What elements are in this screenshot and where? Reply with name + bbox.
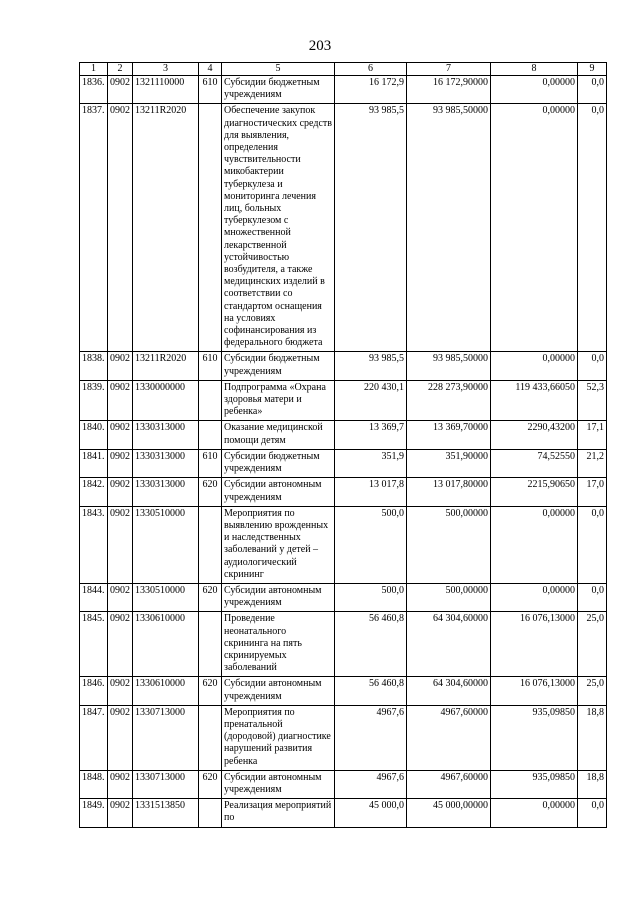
table-row bbox=[80, 380, 607, 421]
section-code-cell: 0902 bbox=[108, 677, 133, 705]
target-article-cell: 1330313000 bbox=[133, 478, 199, 506]
column-header-1: 1 bbox=[80, 63, 108, 76]
execution-percent-cell: 17,1 bbox=[578, 421, 607, 449]
description-cell: Мероприятия по пренатальной (дородовой) диагностике нарушений развития ребенка bbox=[222, 705, 335, 770]
executed-amount-cell: 0,00000 bbox=[491, 799, 578, 827]
description-cell: Субсидии бюджетным учреждениям bbox=[222, 76, 335, 104]
table-row bbox=[80, 421, 607, 449]
description-cell: Мероприятия по выявлению врожденных и наследственных заболеваний у детей – аудиологический скрининг bbox=[222, 506, 335, 583]
column-header-3: 3 bbox=[133, 63, 199, 76]
expense-type-cell bbox=[199, 104, 222, 352]
section-code-cell: 0902 bbox=[108, 76, 133, 104]
target-article-cell: 1330610000 bbox=[133, 612, 199, 677]
planned-amount-cell: 16 172,9 bbox=[335, 76, 407, 104]
description-cell: Субсидии автономным учреждениям bbox=[222, 677, 335, 705]
row-number-cell: 1842. bbox=[80, 478, 108, 506]
execution-percent-cell: 25,0 bbox=[578, 677, 607, 705]
executed-amount-cell: 74,52550 bbox=[491, 449, 578, 477]
description-cell: Реализация мероприятий по bbox=[222, 799, 335, 827]
row-number-cell: 1841. bbox=[80, 449, 108, 477]
refined-amount-cell: 64 304,60000 bbox=[407, 612, 491, 677]
execution-percent-cell: 21,2 bbox=[578, 449, 607, 477]
executed-amount-cell: 0,00000 bbox=[491, 76, 578, 104]
expense-type-cell: 620 bbox=[199, 478, 222, 506]
row-number-cell: 1845. bbox=[80, 612, 108, 677]
table-row bbox=[80, 449, 607, 477]
refined-amount-cell: 93 985,50000 bbox=[407, 104, 491, 352]
expense-type-cell: 620 bbox=[199, 583, 222, 611]
section-code-cell: 0902 bbox=[108, 770, 133, 798]
refined-amount-cell: 4967,60000 bbox=[407, 770, 491, 798]
row-number-cell: 1839. bbox=[80, 380, 108, 421]
target-article-cell: 1330610000 bbox=[133, 677, 199, 705]
expense-type-cell bbox=[199, 705, 222, 770]
target-article-cell: 1330313000 bbox=[133, 449, 199, 477]
planned-amount-cell: 500,0 bbox=[335, 583, 407, 611]
refined-amount-cell: 45 000,00000 bbox=[407, 799, 491, 827]
planned-amount-cell: 45 000,0 bbox=[335, 799, 407, 827]
row-number-cell: 1848. bbox=[80, 770, 108, 798]
execution-percent-cell: 17,0 bbox=[578, 478, 607, 506]
section-code-cell: 0902 bbox=[108, 449, 133, 477]
column-header-5: 5 bbox=[222, 63, 335, 76]
row-number-cell: 1844. bbox=[80, 583, 108, 611]
table-row bbox=[80, 770, 607, 798]
refined-amount-cell: 500,00000 bbox=[407, 583, 491, 611]
description-cell: Проведение неонатального скрининга на пять скринируемых заболеваний bbox=[222, 612, 335, 677]
table-row bbox=[80, 506, 607, 583]
refined-amount-cell: 500,00000 bbox=[407, 506, 491, 583]
executed-amount-cell: 2215,90650 bbox=[491, 478, 578, 506]
refined-amount-cell: 93 985,50000 bbox=[407, 352, 491, 380]
table-row bbox=[80, 352, 607, 380]
planned-amount-cell: 220 430,1 bbox=[335, 380, 407, 421]
expense-type-cell: 610 bbox=[199, 76, 222, 104]
section-code-cell: 0902 bbox=[108, 352, 133, 380]
target-article-cell: 1330713000 bbox=[133, 770, 199, 798]
section-code-cell: 0902 bbox=[108, 506, 133, 583]
expense-type-cell bbox=[199, 421, 222, 449]
execution-percent-cell: 0,0 bbox=[578, 76, 607, 104]
row-number-cell: 1836. bbox=[80, 76, 108, 104]
executed-amount-cell: 935,09850 bbox=[491, 705, 578, 770]
refined-amount-cell: 16 172,90000 bbox=[407, 76, 491, 104]
planned-amount-cell: 13 369,7 bbox=[335, 421, 407, 449]
row-number-cell: 1849. bbox=[80, 799, 108, 827]
target-article-cell: 1330313000 bbox=[133, 421, 199, 449]
row-number-cell: 1838. bbox=[80, 352, 108, 380]
planned-amount-cell: 13 017,8 bbox=[335, 478, 407, 506]
planned-amount-cell: 56 460,8 bbox=[335, 677, 407, 705]
section-code-cell: 0902 bbox=[108, 705, 133, 770]
target-article-cell: 1330510000 bbox=[133, 583, 199, 611]
planned-amount-cell: 93 985,5 bbox=[335, 352, 407, 380]
description-cell: Подпрограмма «Охрана здоровья матери и ребенка» bbox=[222, 380, 335, 421]
expense-type-cell: 620 bbox=[199, 677, 222, 705]
row-number-cell: 1846. bbox=[80, 677, 108, 705]
row-number-cell: 1837. bbox=[80, 104, 108, 352]
target-article-cell: 1321110000 bbox=[133, 76, 199, 104]
expense-type-cell bbox=[199, 799, 222, 827]
execution-percent-cell: 18,8 bbox=[578, 705, 607, 770]
expense-type-cell: 610 bbox=[199, 352, 222, 380]
executed-amount-cell: 0,00000 bbox=[491, 583, 578, 611]
refined-amount-cell: 64 304,60000 bbox=[407, 677, 491, 705]
table-row bbox=[80, 705, 607, 770]
column-header-9: 9 bbox=[578, 63, 607, 76]
description-cell: Субсидии бюджетным учреждениям bbox=[222, 449, 335, 477]
expense-type-cell: 620 bbox=[199, 770, 222, 798]
expense-type-cell bbox=[199, 506, 222, 583]
section-code-cell: 0902 bbox=[108, 478, 133, 506]
section-code-cell: 0902 bbox=[108, 583, 133, 611]
execution-percent-cell: 0,0 bbox=[578, 799, 607, 827]
column-header-6: 6 bbox=[335, 63, 407, 76]
header-row bbox=[80, 63, 607, 76]
table-row bbox=[80, 104, 607, 352]
description-cell: Субсидии автономным учреждениям bbox=[222, 478, 335, 506]
description-cell: Субсидии бюджетным учреждениям bbox=[222, 352, 335, 380]
column-header-8: 8 bbox=[491, 63, 578, 76]
target-article-cell: 13211R2020 bbox=[133, 352, 199, 380]
table-row bbox=[80, 478, 607, 506]
table-body bbox=[80, 76, 607, 828]
planned-amount-cell: 500,0 bbox=[335, 506, 407, 583]
row-number-cell: 1843. bbox=[80, 506, 108, 583]
description-cell: Субсидии автономным учреждениям bbox=[222, 770, 335, 798]
planned-amount-cell: 351,9 bbox=[335, 449, 407, 477]
refined-amount-cell: 228 273,90000 bbox=[407, 380, 491, 421]
planned-amount-cell: 4967,6 bbox=[335, 770, 407, 798]
planned-amount-cell: 4967,6 bbox=[335, 705, 407, 770]
target-article-cell: 1331513850 bbox=[133, 799, 199, 827]
executed-amount-cell: 0,00000 bbox=[491, 104, 578, 352]
target-article-cell: 1330510000 bbox=[133, 506, 199, 583]
executed-amount-cell: 119 433,66050 bbox=[491, 380, 578, 421]
executed-amount-cell: 935,09850 bbox=[491, 770, 578, 798]
row-number-cell: 1847. bbox=[80, 705, 108, 770]
executed-amount-cell: 2290,43200 bbox=[491, 421, 578, 449]
table-row bbox=[80, 612, 607, 677]
executed-amount-cell: 16 076,13000 bbox=[491, 612, 578, 677]
refined-amount-cell: 13 017,80000 bbox=[407, 478, 491, 506]
description-cell: Оказание медицинской помощи детям bbox=[222, 421, 335, 449]
table-row bbox=[80, 583, 607, 611]
execution-percent-cell: 52,3 bbox=[578, 380, 607, 421]
budget-table bbox=[79, 62, 607, 828]
refined-amount-cell: 4967,60000 bbox=[407, 705, 491, 770]
expense-type-cell bbox=[199, 380, 222, 421]
execution-percent-cell: 18,8 bbox=[578, 770, 607, 798]
planned-amount-cell: 56 460,8 bbox=[335, 612, 407, 677]
target-article-cell: 1330713000 bbox=[133, 705, 199, 770]
description-cell: Субсидии автономным учреждениям bbox=[222, 583, 335, 611]
expense-type-cell: 610 bbox=[199, 449, 222, 477]
expense-type-cell bbox=[199, 612, 222, 677]
target-article-cell: 1330000000 bbox=[133, 380, 199, 421]
executed-amount-cell: 0,00000 bbox=[491, 352, 578, 380]
execution-percent-cell: 0,0 bbox=[578, 104, 607, 352]
planned-amount-cell: 93 985,5 bbox=[335, 104, 407, 352]
executed-amount-cell: 0,00000 bbox=[491, 506, 578, 583]
refined-amount-cell: 13 369,70000 bbox=[407, 421, 491, 449]
executed-amount-cell: 16 076,13000 bbox=[491, 677, 578, 705]
column-header-7: 7 bbox=[407, 63, 491, 76]
table-row bbox=[80, 76, 607, 104]
section-code-cell: 0902 bbox=[108, 380, 133, 421]
page-number: 203 bbox=[308, 38, 332, 54]
table-row bbox=[80, 799, 607, 827]
execution-percent-cell: 0,0 bbox=[578, 583, 607, 611]
refined-amount-cell: 351,90000 bbox=[407, 449, 491, 477]
column-header-2: 2 bbox=[108, 63, 133, 76]
execution-percent-cell: 0,0 bbox=[578, 506, 607, 583]
description-cell: Обеспечение закупок диагностических средств для выявления, определения чувствительности микобактерии туберкулеза и мониторинга лечения лиц, больных туберкулезом с множественной лекарственной устойчивостью возбудителя, а также медицинских изделий в соответствии со стандартом оснащения на условиях софинансирования из федерального бюджета bbox=[222, 104, 335, 352]
section-code-cell: 0902 bbox=[108, 421, 133, 449]
section-code-cell: 0902 bbox=[108, 104, 133, 352]
column-header-4: 4 bbox=[199, 63, 222, 76]
execution-percent-cell: 0,0 bbox=[578, 352, 607, 380]
execution-percent-cell: 25,0 bbox=[578, 612, 607, 677]
target-article-cell: 13211R2020 bbox=[133, 104, 199, 352]
table-row bbox=[80, 677, 607, 705]
section-code-cell: 0902 bbox=[108, 799, 133, 827]
section-code-cell: 0902 bbox=[108, 612, 133, 677]
row-number-cell: 1840. bbox=[80, 421, 108, 449]
